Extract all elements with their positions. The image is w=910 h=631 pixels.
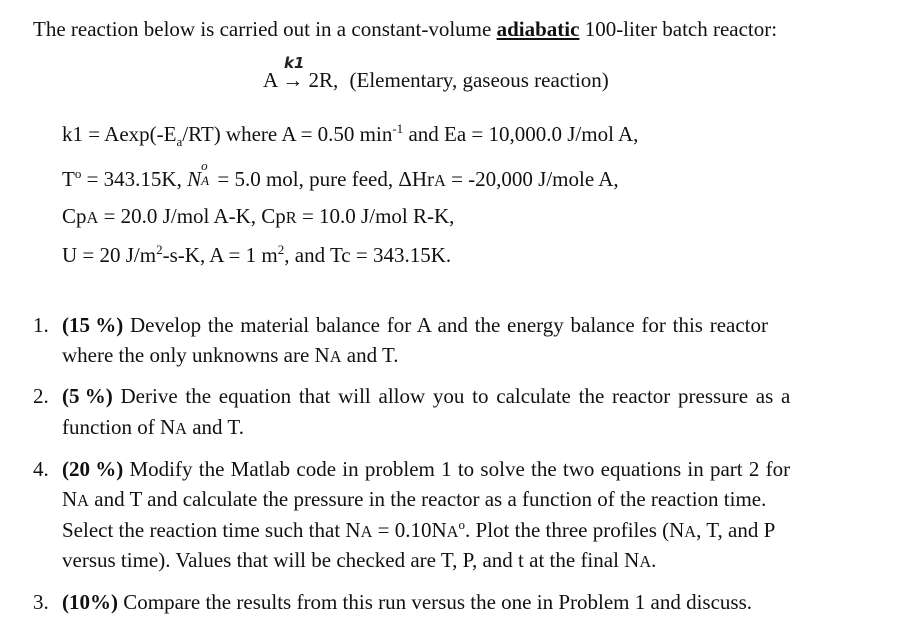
param-4-sup2: 2 (277, 242, 285, 257)
param-1b: /RT) where A = 0.50 min (182, 122, 393, 146)
reaction-lhs: A (263, 68, 278, 92)
param-2c: = 5.0 mol, pure feed, ΔHr (212, 167, 434, 191)
question-4-line-4 (62, 550, 656, 571)
question-4-sub-5: A (639, 552, 652, 571)
question-4-line-3 (62, 517, 776, 542)
question-3-text: Compare the results from this run versus the one in Problem 1 and discuss. (118, 590, 752, 614)
param-4a: U = 20 J/m (62, 243, 157, 267)
question-3-weight: (10%) (62, 590, 118, 614)
question-4-sup: o (458, 517, 466, 532)
question-1-weight: (15 %) (62, 313, 124, 337)
question-2-sub: A (175, 419, 187, 438)
question-3-number: 3. (33, 590, 49, 614)
param-2-N: N (187, 167, 202, 191)
param-1-sup: -1 (392, 121, 404, 136)
param-3b: = 20.0 J/mol A-K, Cp (98, 204, 286, 228)
question-2-text: Derive the equation that will allow you to calculate the reactor pressure as a (112, 384, 791, 408)
param-2a: T (62, 167, 75, 191)
rate-constant-label: k1 (284, 54, 305, 72)
param-4-sup1: 2 (156, 242, 163, 257)
question-1-sub: A (329, 347, 342, 366)
question-4-sub-2: A (360, 522, 373, 541)
question-2-text-2a: function of N (62, 415, 176, 439)
param-1a: k1 = Aexp(-E (62, 122, 177, 146)
reaction-rhs: 2R, (308, 68, 339, 92)
param-2b: = 343.15K, (81, 167, 188, 191)
question-2-line-1 (33, 386, 790, 407)
param-2-N-sup: o (201, 158, 208, 173)
intro-emphasis: adiabatic (496, 17, 580, 41)
question-4-number: 4. (33, 457, 49, 481)
intro-line (33, 19, 777, 40)
intro-text-post: 100-liter batch reactor: (579, 17, 778, 41)
question-4-text-3c: . Plot the three profiles (N (465, 518, 685, 542)
param-line-3 (62, 206, 454, 227)
question-4-text-3d: , T, and P (696, 518, 776, 542)
question-4-line-1 (33, 459, 790, 480)
question-4-text-2b: and T and calculate the pressure in the reactor as a function of the reaction time. (89, 487, 767, 511)
question-2-number: 2. (33, 384, 49, 408)
reaction-equation (263, 70, 609, 91)
param-3a: Cp (62, 204, 87, 228)
question-4-text-4b: . (651, 548, 657, 572)
question-2-text-2b: and T. (186, 415, 244, 439)
question-4-weight: (20 %) (62, 457, 124, 481)
question-1-line-1 (33, 315, 768, 336)
param-2-sc: A (434, 171, 446, 190)
param-2d: = -20,000 J/mole A, (445, 167, 619, 191)
param-line-1 (62, 121, 639, 150)
param-4b: -s-K, A = 1 m (162, 243, 278, 267)
question-4-sub-1: A (77, 491, 89, 510)
question-4-sub-3: A (446, 522, 459, 541)
param-line-2 (62, 158, 619, 191)
param-1c: and Ea = 10,000.0 J/mol A, (403, 122, 639, 146)
reaction-note: (Elementary, gaseous reaction) (349, 68, 609, 92)
param-1-sub: a (176, 134, 183, 150)
question-4-text-4a: versus time). Values that will be checked are T, P, and t at the final N (62, 548, 640, 572)
intro-text-pre: The reaction below is carried out in a constant-volume (33, 17, 497, 41)
question-1-text: Develop the material balance for A and the energy balance for this reactor (123, 313, 769, 337)
param-2-sup: o (74, 166, 82, 181)
question-4-text: Modify the Matlab code in problem 1 to solve the two equations in part 2 for (123, 457, 791, 481)
reaction-arrow: → (282, 68, 304, 92)
question-4-line-2 (62, 489, 766, 510)
question-1-text-2b: and T. (341, 343, 399, 367)
question-4-sub-4: A (684, 522, 697, 541)
question-4-text-3b: = 0.10N (372, 518, 447, 542)
param-3c: = 10.0 J/mol R-K, (296, 204, 455, 228)
param-3-sc2: R (285, 208, 297, 227)
question-2-weight: (5 %) (62, 384, 113, 408)
question-1-line-2 (62, 345, 398, 366)
question-4-text-2a: N (62, 487, 78, 511)
param-3-sc1: A (86, 208, 99, 227)
param-line-4 (62, 242, 452, 267)
question-1-number: 1. (33, 313, 49, 337)
question-1-text-2a: where the only unknowns are N (62, 343, 330, 367)
question-4-text-3a: Select the reaction time such that N (62, 518, 361, 542)
question-3-line-1 (33, 592, 752, 613)
param-2-N-sub: A (201, 173, 210, 188)
question-2-line-2 (62, 417, 244, 438)
param-4c: , and Tc = 343.15K. (284, 243, 452, 267)
